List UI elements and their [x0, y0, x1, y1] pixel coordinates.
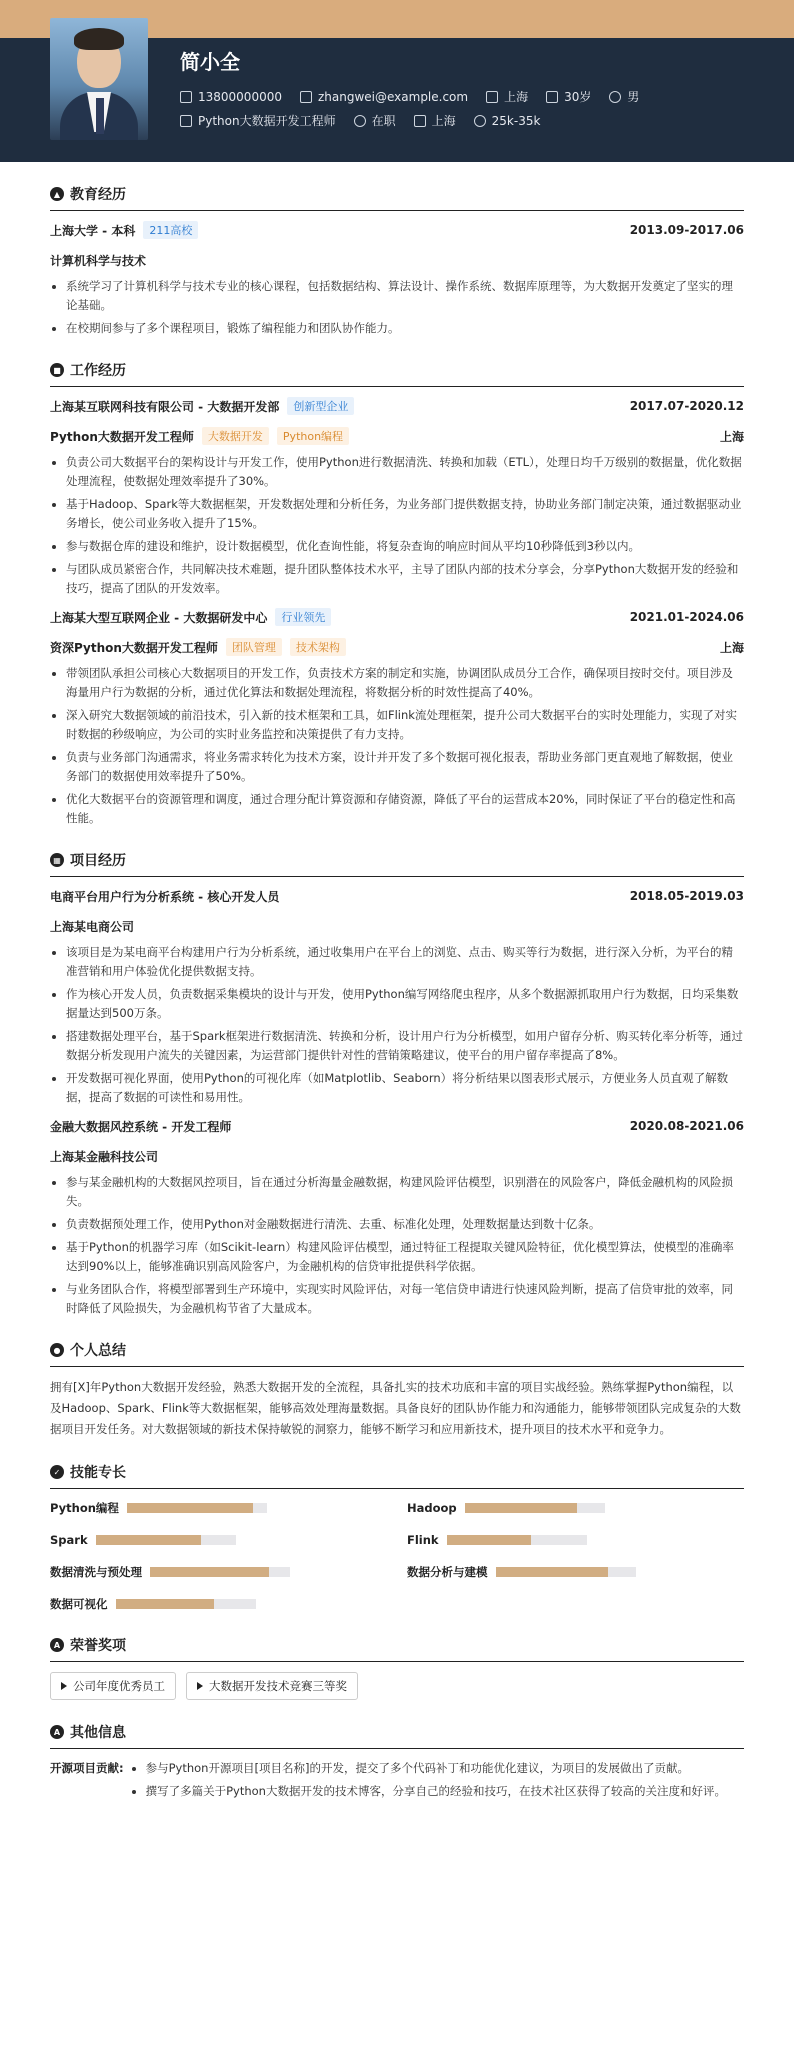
project-date: 2018.05-2019.03 [629, 889, 744, 903]
skill-bar [496, 1567, 636, 1577]
summary-text: 拥有[X]年Python大数据开发经验，熟悉大数据开发的全流程，具备扎实的技术功底和丰富的项目实战经验。熟练掌握Python编程，以及Hadoop、Spark、Flink等大数据框架，能够高效处理海量数据。具备良好的团队协作能力和沟通能力，能够带领团队完成复杂的大数据项目开发任务。对大数据领域的新技术保持敏锐的洞察力，能够不断学习和应用新技术，提升项目的技术水平和竞争力。 [50, 1380, 741, 1436]
avatar [50, 18, 148, 140]
work-date: 2017.07-2020.12 [629, 399, 744, 413]
target-job: Python大数据开发工程师 [198, 114, 336, 128]
award-badge: 公司年度优秀员工 [50, 1672, 176, 1700]
skill-name: 数据分析与建模 [407, 1565, 488, 1579]
info-icon: A [50, 1725, 64, 1739]
list-item: • 参与某金融机构的大数据风控项目，旨在通过分析海量金融数据，构建风险评估模型，识别潜在的风险客户，降低金融机构的风险损失。 [66, 1173, 744, 1211]
section-title: ● 个人总结 [50, 1340, 744, 1367]
project-entry [50, 887, 744, 1107]
age: 30岁 [564, 90, 592, 104]
work-section [50, 360, 744, 828]
skill-item [407, 1499, 744, 1517]
email-icon [300, 91, 312, 103]
skill-name: Flink [407, 1533, 439, 1547]
skill-bar [127, 1503, 267, 1513]
list-item: • 开发数据可视化界面，使用Python的可视化库（如Matplotlib、Seaborn）将分析结果以图表形式展示，方便业务人员直观了解数据，提高了数据的可读性和易用性。 [66, 1069, 744, 1107]
graduation-cap-icon: ▲ [50, 187, 64, 201]
list-item: • 基于Python的机器学习库（如Scikit-learn）构建风险评估模型，通过特征工程提取关键风险特征，优化模型算法，使模型的准确率达到90%以上，能够准确识别高风险客户，为金融机构的信贷审批提供科学依据。 [66, 1238, 744, 1276]
skill-name: Hadoop [407, 1501, 457, 1515]
list-item: • 基于Hadoop、Spark等大数据框架，开发数据处理和分析任务，为业务部门提供数据支持，协助业务部门制定决策，通过数据驱动业务增长，使公司业务收入提升了15%。 [66, 495, 744, 533]
section-title: ■ 工作经历 [50, 360, 744, 387]
grid-icon: ▦ [50, 853, 64, 867]
skill-name: 数据清洗与预处理 [50, 1565, 142, 1579]
skill-bar-fill [150, 1567, 269, 1577]
list-item: • 在校期间参与了多个课程项目，锻炼了编程能力和团队协作能力。 [66, 319, 744, 338]
list-item: • 该项目是为某电商平台构建用户行为分析系统，通过收集用户在平台上的浏览、点击、购买等行为数据，进行深入分析，为平台的精准营销和用户体验优化提供数据支持。 [66, 943, 744, 981]
building-icon [414, 115, 426, 127]
skill-name: Python编程 [50, 1501, 119, 1515]
project-title: 电商平台用户行为分析系统 - 核心开发人员 [50, 889, 280, 904]
project-org: 上海某电商公司 [50, 919, 135, 934]
list-item: • 带领团队承担公司核心大数据项目的开发工作，负责技术方案的制定和实施，协调团队成员分工合作，确保项目按时交付。项目涉及海量用户行为数据的分析，通过优化算法和数据处理流程，将数据分析的时效性提高了40%。 [66, 664, 744, 702]
company-name: 上海某大型互联网企业 - 大数据研发中心 [50, 610, 268, 625]
skills-grid [50, 1499, 744, 1613]
work-date: 2021.01-2024.06 [629, 610, 744, 624]
project-date: 2020.08-2021.06 [629, 1119, 744, 1133]
role-tag: 技术架构 [290, 638, 346, 656]
project-title: 金融大数据风控系统 - 开发工程师 [50, 1119, 232, 1134]
list-item: • 负责与业务部门沟通需求，将业务需求转化为技术方案，设计并开发了多个数据可视化报表，帮助业务部门更直观地了解数据，使业务部门的数据使用效率提升了50%。 [66, 748, 744, 786]
skills-section [50, 1462, 744, 1613]
salary-icon [474, 115, 486, 127]
skill-bar-fill [127, 1503, 253, 1513]
skill-bar-fill [96, 1535, 201, 1545]
city: 上海 [504, 90, 529, 104]
award-badge: 大数据开发技术竞赛三等奖 [186, 1672, 358, 1700]
thumbs-up-icon: ✓ [50, 1465, 64, 1479]
email-address: zhangwei@example.com [317, 89, 469, 104]
skill-name: Spark [50, 1533, 88, 1547]
phone-number: 13800000000 [198, 89, 282, 104]
list-item: • 系统学习了计算机科学与技术专业的核心课程，包括数据结构、算法设计、操作系统、数据库原理等，为大数据开发奠定了坚实的理论基础。 [66, 277, 744, 315]
skill-bar-fill [447, 1535, 531, 1545]
other-section [50, 1722, 744, 1805]
section-title: ▦ 项目经历 [50, 850, 744, 877]
briefcase-icon: ■ [50, 363, 64, 377]
play-icon [61, 1682, 67, 1690]
list-item: • 搭建数据处理平台，基于Spark框架进行数据清洗、转换和分析，设计用户行为分析模型，如用户留存分析、购买转化率分析等，通过数据分析发现用户流失的关键因素，为运营部门提供针对性的营销策略建议，使平台的用户留存率提高了8%。 [66, 1027, 744, 1065]
skill-name: 数据可视化 [50, 1597, 108, 1611]
gender: 男 [627, 90, 640, 104]
skill-bar-fill [116, 1599, 214, 1609]
work-location: 上海 [719, 640, 744, 655]
education-section [50, 184, 744, 338]
project-org: 上海某金融科技公司 [50, 1149, 159, 1164]
role-tag: 大数据开发 [202, 427, 269, 445]
skill-item [50, 1595, 387, 1613]
education-date: 2013.09-2017.06 [629, 223, 744, 237]
candidate-name: 简小全 [180, 50, 240, 74]
work-entry [50, 397, 744, 598]
job-intent-row [180, 112, 552, 129]
list-item: • 负责数据预处理工作，使用Python对金融数据进行清洗、去重、标准化处理，处理数据量达到数十亿条。 [66, 1215, 744, 1234]
school-tag: 211高校 [143, 221, 198, 239]
skill-item [50, 1531, 387, 1549]
work-entry [50, 608, 744, 828]
job-status: 在职 [371, 114, 396, 128]
salary: 25k-35k [491, 113, 541, 128]
skill-item [407, 1563, 744, 1581]
list-item: • 深入研究大数据领域的前沿技术，引入新的技术框架和工具，如Flink流处理框架，提升公司大数据平台的实时处理能力，实现了对实时数据的秒级响应，为公司的实时业务监控和决策提供了有力支持。 [66, 706, 744, 744]
skill-bar [465, 1503, 605, 1513]
skill-bar [447, 1535, 587, 1545]
play-icon [197, 1682, 203, 1690]
user-icon: ● [50, 1343, 64, 1357]
cake-icon [546, 91, 558, 103]
list-item: • 负责公司大数据平台的架构设计与开发工作，使用Python进行数据清洗、转换和加载（ETL），处理日均千万级别的数据量，优化数据处理流程，使数据处理效率提升了30%。 [66, 453, 744, 491]
gender-icon [609, 91, 621, 103]
skill-bar [96, 1535, 236, 1545]
section-title: ▲ 教育经历 [50, 184, 744, 211]
major: 计算机科学与技术 [50, 253, 147, 268]
role-tag: 团队管理 [226, 638, 282, 656]
skill-bar [116, 1599, 256, 1609]
work-location: 上海 [719, 429, 744, 444]
list-item: • 优化大数据平台的资源管理和调度，通过合理分配计算资源和存储资源，降低了平台的运营成本20%，同时保证了平台的稳定性和高性能。 [66, 790, 744, 828]
role-tag: Python编程 [277, 427, 349, 445]
send-icon [180, 115, 192, 127]
award-icon: A [50, 1638, 64, 1652]
skill-item [50, 1563, 387, 1581]
section-title: A 荣誉奖项 [50, 1635, 744, 1662]
list-item: • 与业务团队合作，将模型部署到生产环境中，实现实时风险评估，对每一笔信贷申请进行快速风险判断，提高了信贷审批的效率，同时降低了风险损失，为金融机构节省了大量成本。 [66, 1280, 744, 1318]
summary-section [50, 1340, 744, 1440]
skill-item [50, 1499, 387, 1517]
education-bullets [50, 277, 744, 338]
status-icon [354, 115, 366, 127]
company-tag: 创新型企业 [287, 397, 354, 415]
company-name: 上海某互联网科技有限公司 - 大数据开发部 [50, 399, 280, 414]
projects-section [50, 850, 744, 1318]
resume-header [0, 38, 794, 162]
school-name: 上海大学 - 本科 [50, 223, 136, 238]
home-icon [486, 91, 498, 103]
phone-icon [180, 91, 192, 103]
company-tag: 行业领先 [275, 608, 331, 626]
section-title: ✓ 技能专长 [50, 1462, 744, 1489]
skill-bar [150, 1567, 290, 1577]
list-item: • 作为核心开发人员，负责数据采集模块的设计与开发，使用Python编写网络爬虫程序，从多个数据源抓取用户行为数据，日均采集数据量达到500万条。 [66, 985, 744, 1023]
other-label: 开源项目贡献: [50, 1761, 124, 1775]
job-role: 资深Python大数据开发工程师 [50, 640, 218, 655]
awards-section [50, 1635, 744, 1700]
skill-bar-fill [496, 1567, 608, 1577]
target-city: 上海 [431, 114, 456, 128]
skill-item [407, 1531, 744, 1549]
list-item: • 参与数据仓库的建设和维护，设计数据模型，优化查询性能，将复杂查询的响应时间从平均10秒降低到3秒以内。 [66, 537, 744, 556]
list-item: • 撰写了多篇关于Python大数据开发的技术博客，分享自己的经验和技巧，在技术社区获得了较高的关注度和好评。 [146, 1782, 726, 1801]
section-title: A 其他信息 [50, 1722, 744, 1749]
project-entry [50, 1117, 744, 1318]
contact-row [180, 88, 651, 105]
list-item: • 参与Python开源项目[项目名称]的开发，提交了多个代码补丁和功能优化建议，为项目的发展做出了贡献。 [146, 1759, 726, 1778]
skill-bar-fill [465, 1503, 577, 1513]
list-item: • 与团队成员紧密合作，共同解决技术难题，提升团队整体技术水平，主导了团队内部的技术分享会，分享Python大数据开发的经验和技巧，提高了团队的开发效率。 [66, 560, 744, 598]
job-role: Python大数据开发工程师 [50, 429, 194, 444]
